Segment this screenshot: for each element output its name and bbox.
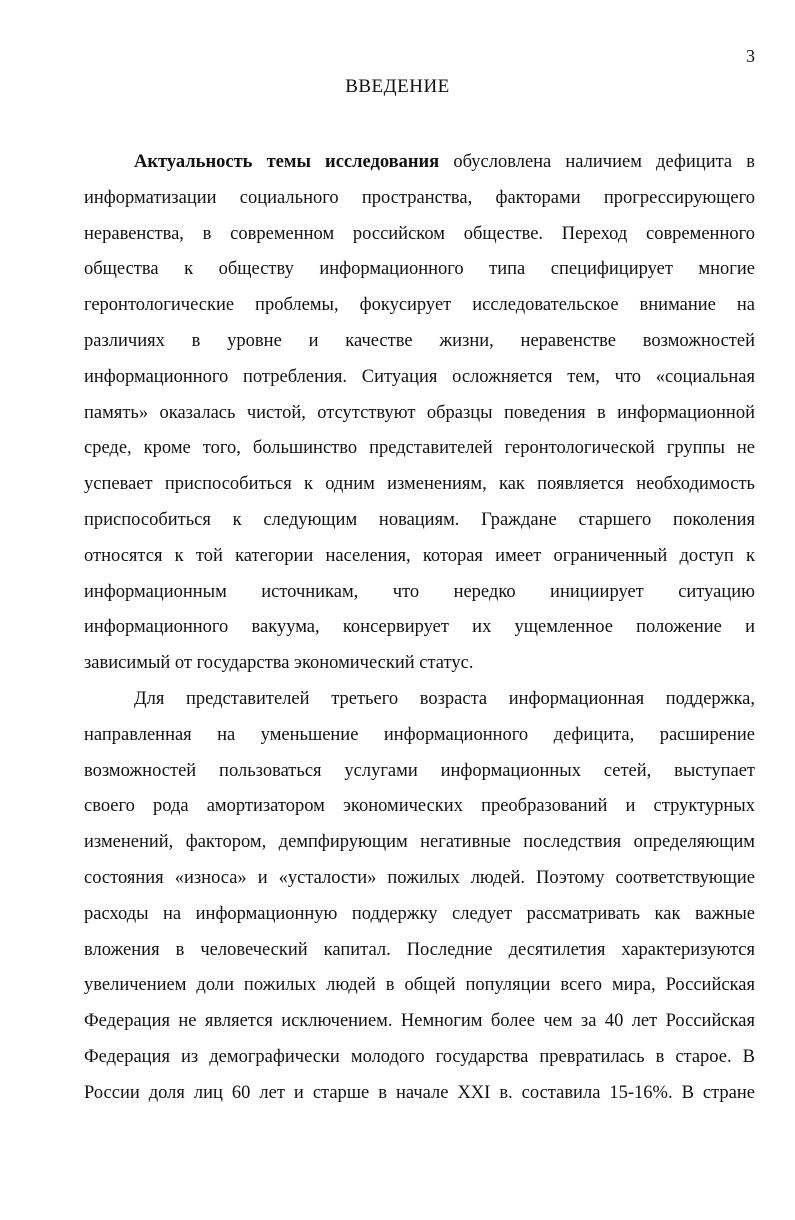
topic-relevance-lead: Актуальность темы исследования [134,152,440,172]
body-text [84,145,755,1112]
paragraph-1-line: успевает приспособиться к одним изменениям, как появляется необходимость [84,474,755,495]
paragraph-2-line: Для представителей третьего возраста информационная поддержка, [134,688,755,709]
paragraph-2-line: возможностей пользоваться услугами информационных сетей, выступает [84,760,755,781]
paragraph-1-line: информатизации социального пространства, факторами прогрессирующего [84,187,755,208]
paragraph-1-line: информационного потребления. Ситуация осложняется тем, что «социальная [84,366,755,387]
paragraph-1-line: информационного вакуума, консервирует их ущемленное положение и [84,617,755,638]
paragraph-2-line: Федерация из демографически молодого государства превратилась в старое. В [84,1046,755,1067]
paragraph-2-line: России доля лиц 60 лет и старше в начале XXI в. составила 15-16%. В стране [84,1082,755,1103]
paragraph-1-line: геронтологические проблемы, фокусирует исследовательское внимание на [84,295,755,316]
paragraph-2-line: вложения в человеческий капитал. Последние десятилетия характеризуются [84,939,755,960]
paragraph-2-line: состояния «износа» и «усталости» пожилых людей. Поэтому соответствующие [84,867,755,888]
paragraph-1-line-1 [84,145,755,181]
paragraph-2-line: увеличением доли пожилых людей в общей популяции всего мира, Российская [84,975,755,996]
paragraph-1-line-1-rest: обусловлена наличием дефицита в [439,152,755,172]
paragraph-1-line: неравенства, в современном российском обществе. Переход современного [84,223,755,244]
page-number: 3 [746,46,755,66]
paragraph-2-line: Федерация не является исключением. Немногим более чем за 40 лет Российская [84,1011,755,1032]
paragraph-1-line: приспособиться к следующим новациям. Граждане старшего поколения [84,509,755,530]
paragraph-1-line: зависимый от государства экономический статус. [84,653,474,674]
paragraph-2-line: своего рода амортизатором экономических преобразований и структурных [84,796,755,817]
paragraph-2-line: расходы на информационную поддержку следует рассматривать как важные [84,903,755,924]
paragraph-1-line: информационным источникам, что нередко инициирует ситуацию [84,581,755,602]
paragraph-1-line: относятся к той категории населения, которая имеет ограниченный доступ к [84,545,755,566]
paragraph-1-line: среде, кроме того, большинство представителей геронтологической группы не [84,438,755,459]
paragraph-2-line: направленная на уменьшение информационного дефицита, расширение [84,724,755,745]
paragraph-1-line: память» оказалась чистой, отсутствуют образцы поведения в информационной [84,402,755,423]
paragraph-1-line: различиях в уровне и качестве жизни, неравенстве возможностей [84,330,755,351]
page-heading: ВВЕДЕНИЕ [345,76,450,97]
paragraph-1-line: общества к обществу информационного типа специфицирует многие [84,259,755,280]
paragraph-2-line: изменений, фактором, демпфирующим негативные последствия определяющим [84,832,755,853]
